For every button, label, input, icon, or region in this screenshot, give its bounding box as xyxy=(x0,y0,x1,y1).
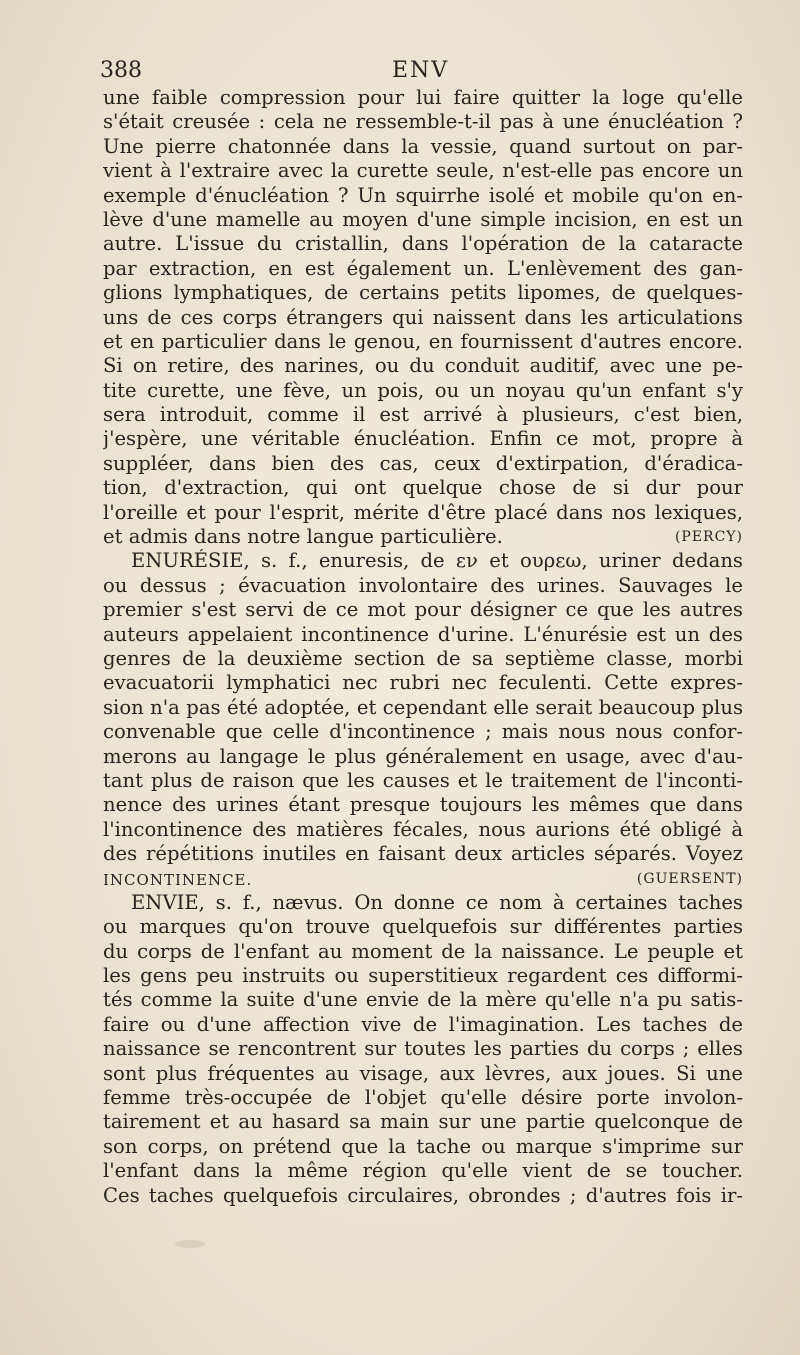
text-line: vient à l'extraire avec la curette seule, n'est-elle pas encore un xyxy=(103,159,743,183)
text-line: une faible compression pour lui faire quitter la loge qu'elle xyxy=(103,86,743,109)
cross-reference: INCONTINENCE. xyxy=(103,870,253,889)
author-signature-percy: (PERCY) xyxy=(674,529,743,546)
text-line: suppléer, dans bien des cas, ceux d'extirpation, d'éradica- xyxy=(103,451,743,475)
text-line: ou marques qu'on trouve quelquefois sur différentes parties xyxy=(103,915,743,939)
text-line: Une pierre chatonnée dans la vessie, quand surtout on par- xyxy=(103,134,743,158)
text-line: premier s'est servi de ce mot pour désigner ce que les autres xyxy=(103,598,743,622)
text-line: l'enfant dans la même région qu'elle vient de se toucher. xyxy=(103,1159,743,1183)
text-line-last xyxy=(103,867,743,891)
text-line: ou dessus ; évacuation involontaire des urines. Sauvages le xyxy=(103,573,743,597)
text-line: sera introduit, comme il est arrivé à plusieurs, c'est bien, xyxy=(103,403,743,427)
text-line: merons au langage le plus généralement en usage, avec d'au- xyxy=(103,744,743,768)
entry-enuresie-headline: ENURÉSIE, s. f., enuresis, de εν et ουρεω, uriner dedans xyxy=(131,549,743,573)
text-line: par extraction, en est également un. L'enlèvement des gan- xyxy=(103,256,743,280)
text-line: Ces taches quelquefois circulaires, obrondes ; d'autres fois ir- xyxy=(103,1183,743,1207)
text-line: tant plus de raison que les causes et le traitement de l'inconti- xyxy=(103,768,743,792)
page-body xyxy=(103,86,743,1208)
text-line: autre. L'issue du cristallin, dans l'opération de la cataracte xyxy=(103,232,743,256)
text-line: tion, d'extraction, qui ont quelque chose de si dur pour xyxy=(103,476,743,500)
text-line: auteurs appelaient incontinence d'urine. L'énurésie est un des xyxy=(103,622,743,646)
text-line: femme très-occupée de l'objet qu'elle désire porte involon- xyxy=(103,1086,743,1110)
text-line-last xyxy=(103,525,743,549)
text-line: j'espère, une véritable énucléation. Enfin ce mot, propre à xyxy=(103,427,743,451)
text-line: et en particulier dans le genou, en fournissent d'autres encore. xyxy=(103,329,743,353)
text-line: sion n'a pas été adoptée, et cependant elle serait beaucoup plus xyxy=(103,695,743,719)
text-line: du corps de l'enfant au moment de la naissance. Le peuple et xyxy=(103,939,743,963)
text-line: glions lymphatiques, de certains petits lipomes, de quelques- xyxy=(103,281,743,305)
page-number: 388 xyxy=(100,58,142,83)
text-line: naissance se rencontrent sur toutes les parties du corps ; elles xyxy=(103,1037,743,1061)
author-signature-guersent: (GUERSENT) xyxy=(636,870,743,887)
text-line: tés comme la suite d'une envie de la mère qu'elle n'a pu satis- xyxy=(103,988,743,1012)
text-line: tairement et au hasard sa main sur une partie quelconque de xyxy=(103,1110,743,1134)
text-line: les gens peu instruits ou superstitieux regardent ces difformi- xyxy=(103,964,743,988)
text-line: sont plus fréquentes au visage, aux lèvres, aux joues. Si une xyxy=(103,1061,743,1085)
text-line: uns de ces corps étrangers qui naissent dans les articulations xyxy=(103,305,743,329)
text-line: Si on retire, des narines, ou du conduit auditif, avec une pe- xyxy=(103,354,743,378)
paper-smudge xyxy=(175,1240,205,1248)
text-line: l'incontinence des matières fécales, nous aurions été obligé à xyxy=(103,817,743,841)
text-line: tite curette, une fève, un pois, ou un noyau qu'un enfant s'y xyxy=(103,378,743,402)
running-head: ENV xyxy=(392,58,450,83)
text-line: genres de la deuxième section de sa septième classe, morbi xyxy=(103,646,743,670)
text-line: son corps, on prétend que la tache ou marque s'imprime sur xyxy=(103,1134,743,1158)
text-line: evacuatorii lymphatici nec rubri nec feculenti. Cette expres- xyxy=(103,671,743,695)
text-line: faire ou d'une affection vive de l'imagination. Les taches de xyxy=(103,1012,743,1036)
text-line: lève d'une mamelle au moyen d'une simple incision, en est un xyxy=(103,207,743,231)
text-line: des répétitions inutiles en faisant deux articles séparés. Voyez xyxy=(103,842,743,866)
text-line: nence des urines étant presque toujours les mêmes que dans xyxy=(103,793,743,817)
text-line: l'oreille et pour l'esprit, mérite d'être placé dans nos lexiques, xyxy=(103,500,743,524)
text-line: s'était creusée : cela ne ressemble-t-il pas à une énucléation ? xyxy=(103,110,743,134)
text-line: exemple d'énucléation ? Un squirrhe isolé et mobile qu'on en- xyxy=(103,183,743,207)
entry-envie-headline: ENVIE, s. f., nævus. On donne ce nom à certaines taches xyxy=(131,890,743,914)
text-line: convenable que celle d'incontinence ; mais nous nous confor- xyxy=(103,720,743,744)
text-line-content: et admis dans notre langue particulière. xyxy=(103,525,503,549)
